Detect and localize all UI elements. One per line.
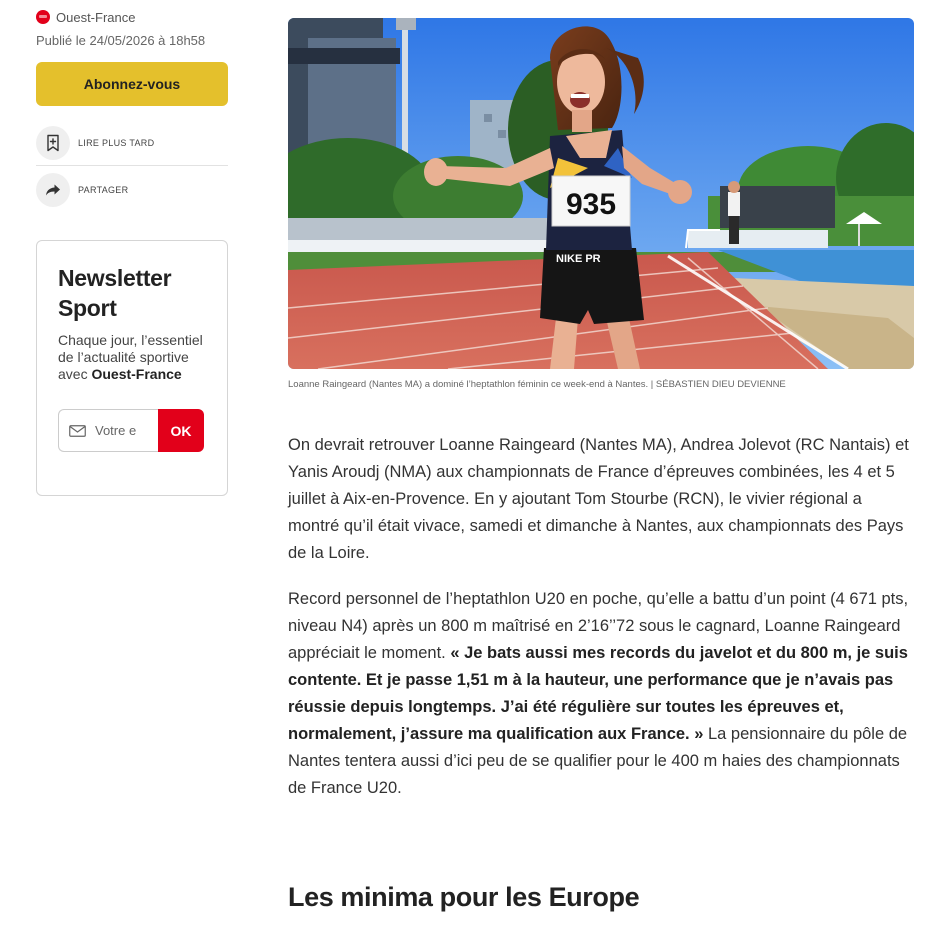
- newsletter-desc-brand: Ouest-France: [91, 366, 182, 382]
- newsletter-description: [58, 332, 207, 383]
- share-arrow-icon: [36, 173, 70, 207]
- envelope-icon: [69, 425, 86, 437]
- newsletter-desc-text: Chaque jour, l’essentiel de l’actualité sportive avec: [58, 332, 203, 382]
- newsletter-submit-button[interactable]: OK: [158, 409, 204, 452]
- shorts-text: NIKE PR: [556, 253, 601, 265]
- bib-number: 935: [565, 188, 617, 221]
- newsletter-title: [58, 263, 207, 323]
- read-later-label: LIRE PLUS TARD: [78, 137, 155, 148]
- paragraph-2-outro: La pensionnaire du pôle de Nantes tentera aussi d’ici peu de se qualifier pour le 400 m haies des championnats de France U20.: [288, 725, 908, 797]
- bookmark-plus-icon: [36, 126, 70, 160]
- publish-date: Publié le 24/05/2026 à 18h58: [36, 33, 206, 48]
- paragraph-2-intro: Record personnel de l’heptathlon U20 en poche, qu’elle a battu d’un point (4 671 pts, niveau N4) après un 800 m maîtrisé en 2’16’’72 sous le cagnard, Loanne Raingeard appréciait le moment.: [288, 590, 909, 662]
- source-name: Ouest-France: [56, 9, 136, 25]
- newsletter-email-input[interactable]: [95, 423, 155, 438]
- article-main: [288, 18, 914, 802]
- paragraph-2-quote: « Je bats aussi mes records du javelot et du 800 m, je suis contente. Et je passe 1,51 m à la hauteur, une performance que je n’avais pas réussie depuis longtemps. J’ai été régulière sur toutes les épreuves et, normalement, j’assure ma qualification aux France. »: [288, 644, 908, 743]
- newsletter-email-field[interactable]: [58, 409, 158, 452]
- share-label: PARTAGER: [78, 185, 129, 195]
- subscribe-button[interactable]: Abonnez-vous: [36, 62, 228, 106]
- newsletter-form: [58, 409, 207, 452]
- share-button[interactable]: [36, 170, 228, 210]
- article-subheading: Les minima pour les Europe: [288, 882, 640, 912]
- article-photo: [288, 18, 914, 369]
- article-sidebar: [36, 8, 228, 496]
- photo-caption: Loanne Raingeard (Nantes MA) a dominé l’heptathlon féminin ce week-end à Nantes. | SÉBASTIEN DIEU DEVIENNE: [288, 379, 786, 390]
- article-paragraph-2: [288, 586, 914, 802]
- newsletter-title-line1: Newsletter: [58, 265, 172, 291]
- ouest-france-logo-icon: [36, 10, 50, 24]
- read-later-button[interactable]: [36, 124, 228, 166]
- source-line: [36, 8, 228, 26]
- article-paragraph-1: On devrait retrouver Loanne Raingeard (Nantes MA), Andrea Jolevot (RC Nantais) et Yanis Aroudj (NMA) aux championnats de France d’épreuves combinées, les 4 et 5 juillet à Aix-en-Provence. En y ajoutant Tom Stourbe (RCN), le vivier régional a montré qu’il était vivace, samedi et dimanche à Nantes, aux championnats des Pays de la Loire.: [288, 436, 909, 562]
- newsletter-title-line2: Sport: [58, 295, 117, 321]
- newsletter-box: [36, 240, 228, 496]
